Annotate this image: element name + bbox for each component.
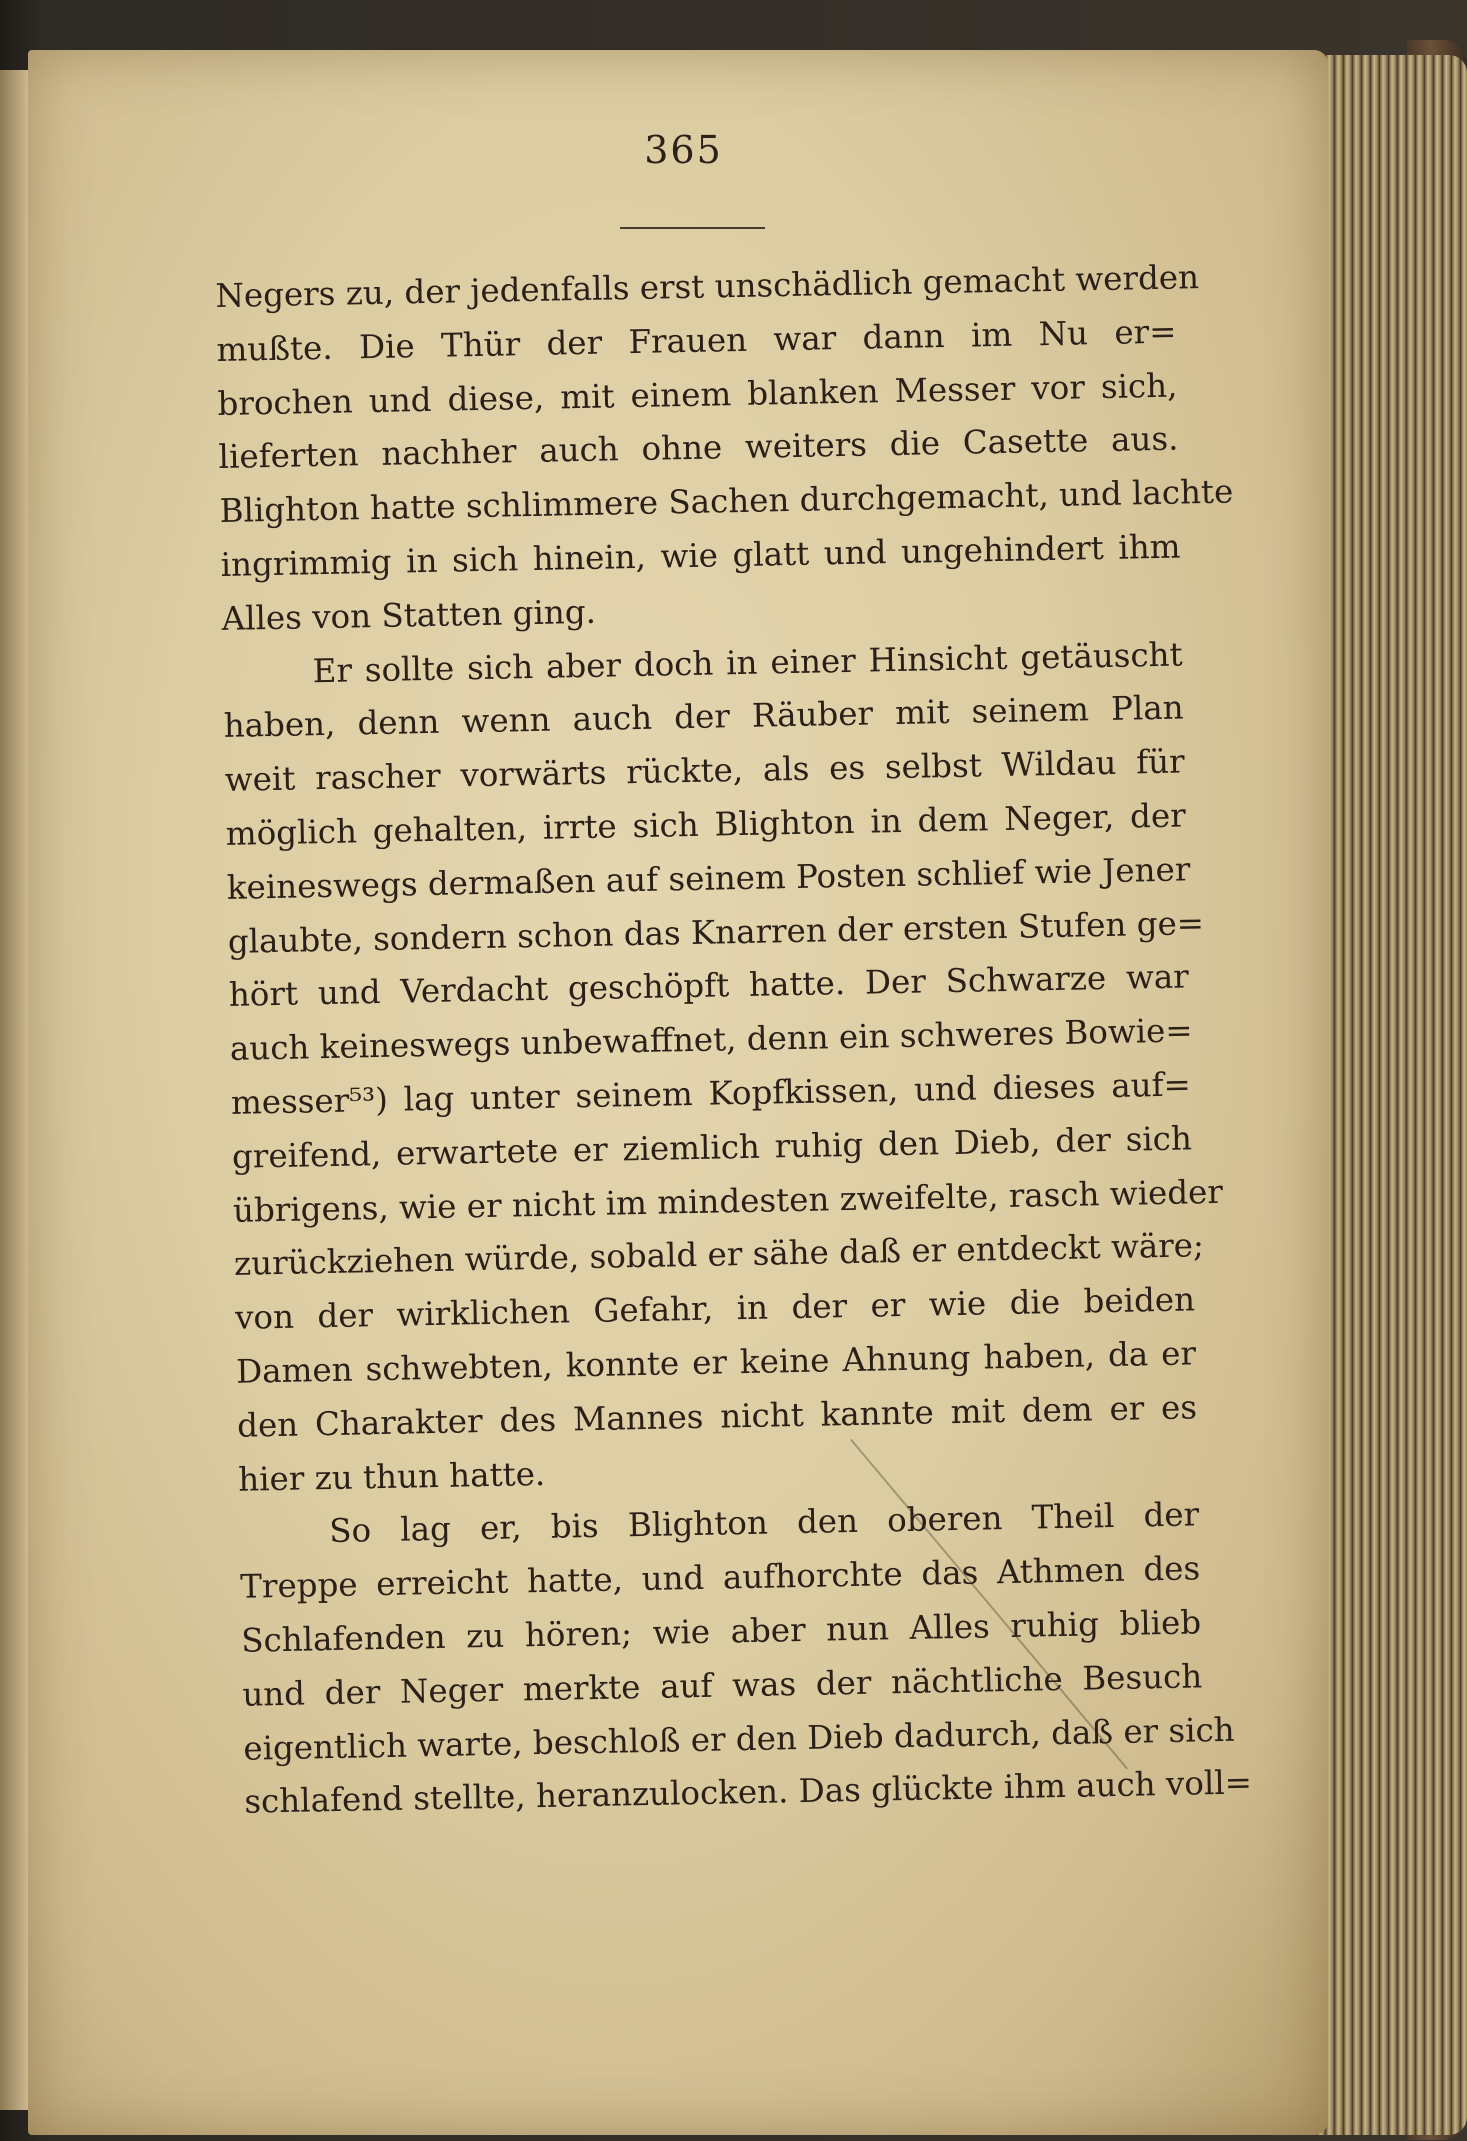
text-line: zurückziehen würde, sobald er sähe daß er entdeckt wäre; [233,1226,1205,1284]
text-line: und der Neger merkte auf was der nächtliche Besuch [241,1657,1203,1714]
text-line: Schlafenden zu hören; wie aber nun Alles ruhig blieb [240,1603,1202,1660]
text-line: brochen und diese, mit einem blanken Messer vor sich, [217,366,1178,423]
text-line: messer⁵³) lag unter seinem Kopfkissen, und dieses auf= [230,1065,1192,1122]
text-line: Damen schwebten, konnte er keine Ahnung haben, da er [235,1334,1197,1391]
header-rule [620,227,765,229]
page-number: 365 [644,128,723,172]
text-line: glaubte, sondern schon das Knarren der ersten Stufen ge= [227,903,1205,961]
text-line: lieferten nachher auch ohne weiters die Casette aus. [218,419,1179,477]
text-line: eigentlich warte, beschloß er den Dieb dadurch, daß er sich [243,1710,1236,1768]
text-line: greifend, erwartete er ziemlich ruhig den Dieb, der sich [231,1119,1193,1176]
text-line: hört und Verdacht geschöpft hatte. Der Schwarze war [228,957,1190,1015]
text-line: den Charakter des Mannes nicht kannte mit dem er es [236,1388,1198,1445]
text-line: Negers zu, der jedenfalls erst unschädlich gemacht werden [215,258,1200,315]
text-line: haben, denn wenn auch der Räuber mit seinem Plan [223,688,1184,746]
text-line: Treppe erreicht hatte, und aufhorchte das Athmen des [239,1549,1201,1606]
text-line: Alles von Statten ging. [221,592,597,638]
text-line: mußte. Die Thür der Frauen war dann im Nu er= [216,312,1177,369]
left-page-edge [0,70,28,2110]
page-edges [1317,55,1467,2135]
text-line: von der wirklichen Gefahr, in der er wie die beiden [234,1280,1196,1337]
text-line: übrigens, wie er nicht im mindesten zweifelte, rasch wieder [232,1172,1224,1230]
text-line: Er sollte sich aber doch in einer Hinsicht getäuscht [312,635,1183,690]
text-line: auch keineswegs unbewaffnet, denn ein schweres Bowie= [229,1011,1193,1069]
text-line: weit rascher vorwärts rückte, als es selbst Wildau für [224,742,1185,800]
text-line: möglich gehalten, irrte sich Blighton in dem Neger, der [225,796,1187,853]
text-line: Blighton hatte schlimmere Sachen durchgemacht, und lachte [219,472,1234,531]
text-line: So lag er, bis Blighton den oberen Theil der [328,1495,1200,1551]
text-line: schlafend stellte, heranzulocken. Das glückte ihm auch voll= [244,1763,1253,1822]
text-line: keineswegs dermaßen auf seinem Posten schlief wie Jener [226,850,1191,907]
body-text [215,252,1253,1830]
text-line: ingrimmig in sich hinein, wie glatt und ungehindert ihm [220,527,1181,584]
text-line: hier zu thun hatte. [237,1454,546,1499]
